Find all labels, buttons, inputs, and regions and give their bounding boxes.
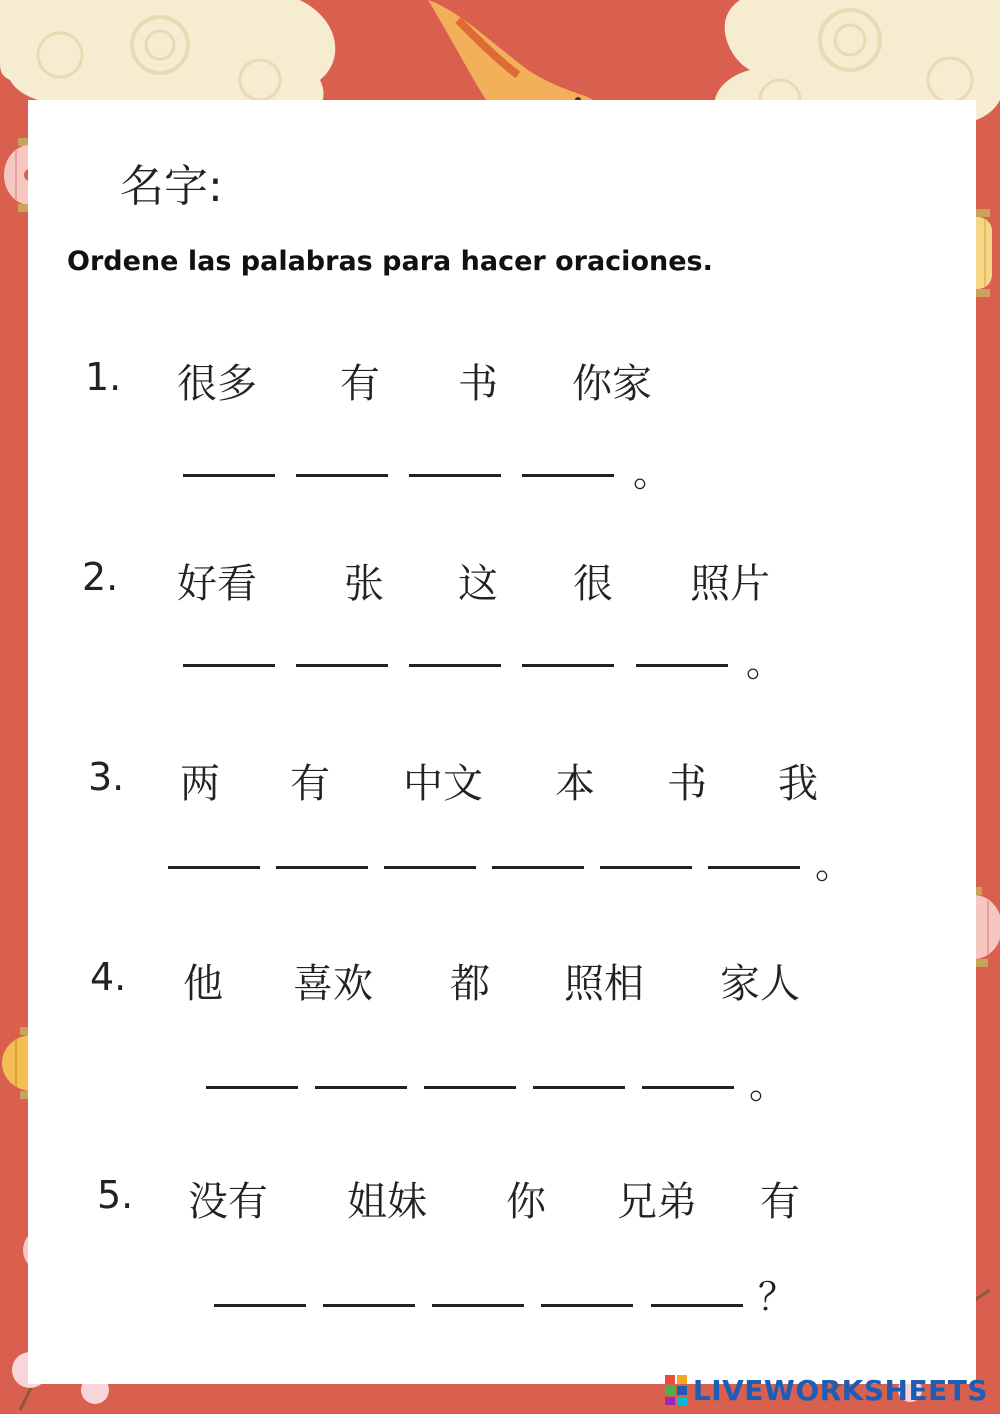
exercise-number: 2. [82, 555, 119, 599]
word-tile[interactable]: 没有 [188, 1179, 268, 1225]
word-tile[interactable]: 喜欢 [293, 961, 373, 1007]
exercise-number: 5. [97, 1173, 134, 1217]
answer-blank[interactable] [492, 866, 584, 869]
word-tile[interactable]: 兄弟 [617, 1179, 697, 1225]
answer-blank[interactable] [206, 1086, 298, 1089]
answer-blank[interactable] [432, 1304, 524, 1307]
word-tile[interactable]: 很 [573, 561, 613, 607]
word-tile[interactable]: 都 [450, 961, 490, 1007]
answer-blank[interactable] [183, 664, 275, 667]
word-tile[interactable]: 他 [183, 961, 223, 1007]
answer-blank[interactable] [384, 866, 476, 869]
word-tile[interactable]: 中文 [403, 761, 483, 807]
word-tile[interactable]: 你家 [572, 361, 652, 407]
answer-blank[interactable] [424, 1086, 516, 1089]
answer-blank[interactable] [600, 866, 692, 869]
sentence-end-mark: 。 [633, 451, 672, 495]
word-tile[interactable]: 很多 [177, 361, 257, 407]
word-tile[interactable]: 你 [506, 1179, 546, 1225]
liveworksheets-logo-icon [665, 1375, 687, 1405]
liveworksheets-logo-text: LIVEWORKSHEETS [692, 1373, 988, 1407]
word-tile[interactable]: 两 [180, 761, 220, 807]
liveworksheets-logo [665, 1372, 988, 1408]
sentence-end-mark: 。 [749, 1063, 788, 1107]
answer-blank[interactable] [323, 1304, 415, 1307]
word-tile[interactable]: 家人 [720, 961, 800, 1007]
worksheet-paper [28, 100, 976, 1384]
answer-blank[interactable] [315, 1086, 407, 1089]
exercise-number: 3. [88, 755, 125, 799]
instruction-text: Ordene las palabras para hacer oraciones. [67, 246, 713, 277]
answer-blank[interactable] [409, 664, 501, 667]
answer-blank[interactable] [533, 1086, 625, 1089]
word-tile[interactable]: 我 [778, 761, 818, 807]
sentence-end-mark: ？ [758, 1275, 797, 1319]
word-tile[interactable]: 照相 [564, 961, 644, 1007]
exercise-number: 1. [85, 355, 122, 399]
word-tile[interactable]: 好看 [177, 561, 257, 607]
word-tile[interactable]: 有 [290, 761, 330, 807]
answer-blank[interactable] [522, 474, 614, 477]
answer-blank[interactable] [636, 664, 728, 667]
word-tile[interactable]: 姐妹 [347, 1179, 427, 1225]
word-tile[interactable]: 书 [458, 361, 498, 407]
answer-blank[interactable] [708, 866, 800, 869]
name-label: 名字: [120, 161, 223, 212]
word-tile[interactable]: 有 [760, 1179, 800, 1225]
answer-blank[interactable] [651, 1304, 743, 1307]
word-tile[interactable]: 照片 [690, 561, 770, 607]
sentence-end-mark: 。 [815, 843, 854, 887]
word-tile[interactable]: 张 [344, 561, 384, 607]
answer-blank[interactable] [296, 664, 388, 667]
word-tile[interactable]: 有 [340, 361, 380, 407]
word-tile[interactable]: 这 [458, 561, 498, 607]
exercise-number: 4. [90, 955, 127, 999]
answer-blank[interactable] [183, 474, 275, 477]
sentence-end-mark: 。 [746, 641, 785, 685]
answer-blank[interactable] [276, 866, 368, 869]
word-tile[interactable]: 书 [667, 761, 707, 807]
answer-blank[interactable] [168, 866, 260, 869]
answer-blank[interactable] [296, 474, 388, 477]
answer-blank[interactable] [409, 474, 501, 477]
word-tile[interactable]: 本 [555, 761, 595, 807]
answer-blank[interactable] [522, 664, 614, 667]
answer-blank[interactable] [214, 1304, 306, 1307]
answer-blank[interactable] [642, 1086, 734, 1089]
answer-blank[interactable] [541, 1304, 633, 1307]
